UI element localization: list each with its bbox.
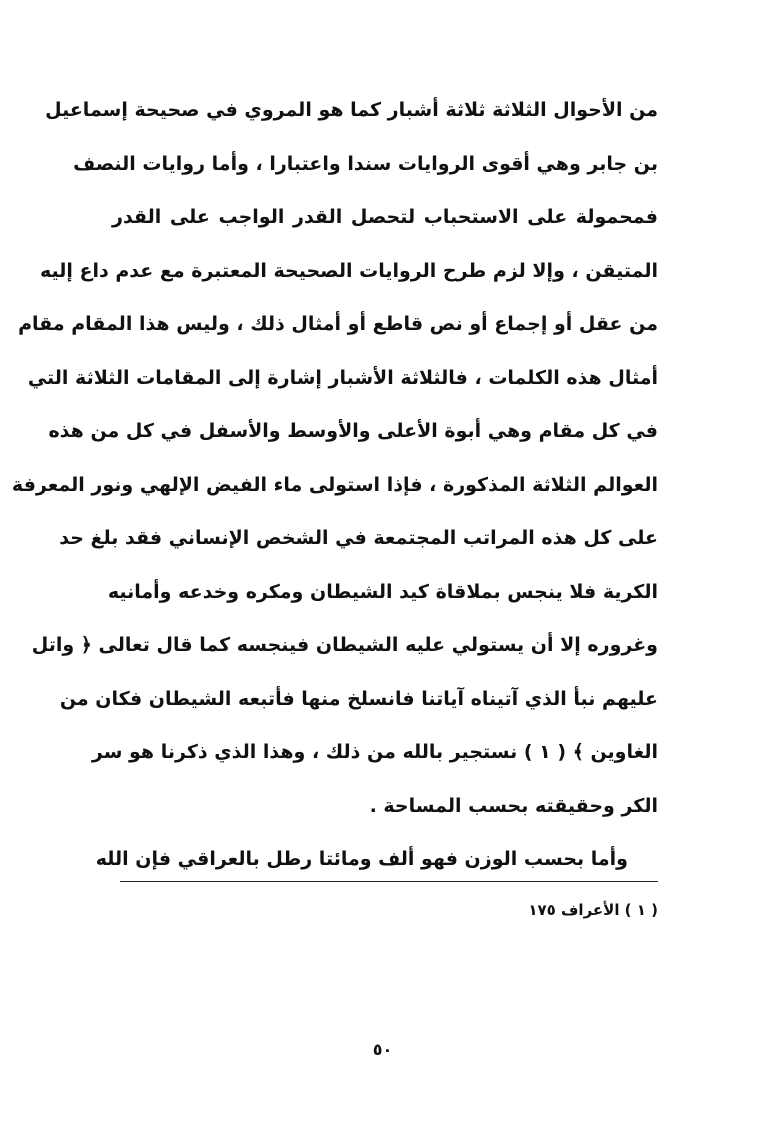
text-line-13: الغاوين ﴾ ( ١ ) نستجير بالله من ذلك ، وهذا الذي ذكرنا هو سر: [91, 741, 658, 763]
text-line-7: في كل مقام وهي أبوة الأعلى والأوسط والأسفل في كل من هذه: [48, 420, 658, 442]
text-line-15: وأما بحسب الوزن فهو ألف ومائتا رطل بالعراقي فإن الله: [95, 848, 628, 870]
text-line-14: الكر وحقيقته بحسب المساحة .: [369, 794, 658, 817]
text-line-11: وغروره إلا أن يستولي عليه الشيطان فينجسه كما قال تعالى ﴿ واتل: [31, 634, 658, 656]
text-line-6: أمثال هذه الكلمات ، فالثلاثة الأشبار إشارة إلى المقامات الثلاثة التي: [27, 366, 658, 389]
text-line-8: العوالم الثلاثة المذكورة ، فإذا استولى ماء الفيض الإلهي ونور المعرفة: [11, 473, 658, 496]
text-line-5: من عقل أو إجماع أو نص قاطع أو أمثال ذلك ، وليس هذا المقام مقام: [18, 313, 658, 335]
text-line-1: من الأحوال الثلاثة ثلاثة أشبار كما هو المروي في صحيحة إسماعيل: [45, 99, 658, 121]
text-line-4: المتيقن ، وإلا لزم طرح الروايات الصحيحة المعتبرة مع عدم داع إليه: [39, 259, 658, 282]
text-line-9: على كل هذه المراتب المجتمعة في الشخص الإنساني فقد بلغ حد: [59, 527, 658, 549]
page-number: ٥٠: [372, 1040, 393, 1059]
text-line-3: فمحمولة على الاستحباب لتحصل القدر الواجب على القدر: [112, 206, 658, 228]
main-text-block: [11, 84, 658, 887]
text-line-10: الكرية فلا ينجس بملاقاة كيد الشيطان ومكره وخدعه وأمانيه: [107, 580, 658, 603]
footnote-divider: [120, 881, 658, 882]
text-line-12: عليهم نبأ الذي آتيناه آياتنا فانسلخ منها فأتبعه الشيطان فكان من: [59, 687, 658, 710]
footnote: ( ١ ) الأعراف ١٧٥: [528, 901, 658, 919]
text-line-2: بن جابر وهي أقوى الروايات سندا واعتبارا ، وأما روايات النصف: [73, 152, 658, 175]
